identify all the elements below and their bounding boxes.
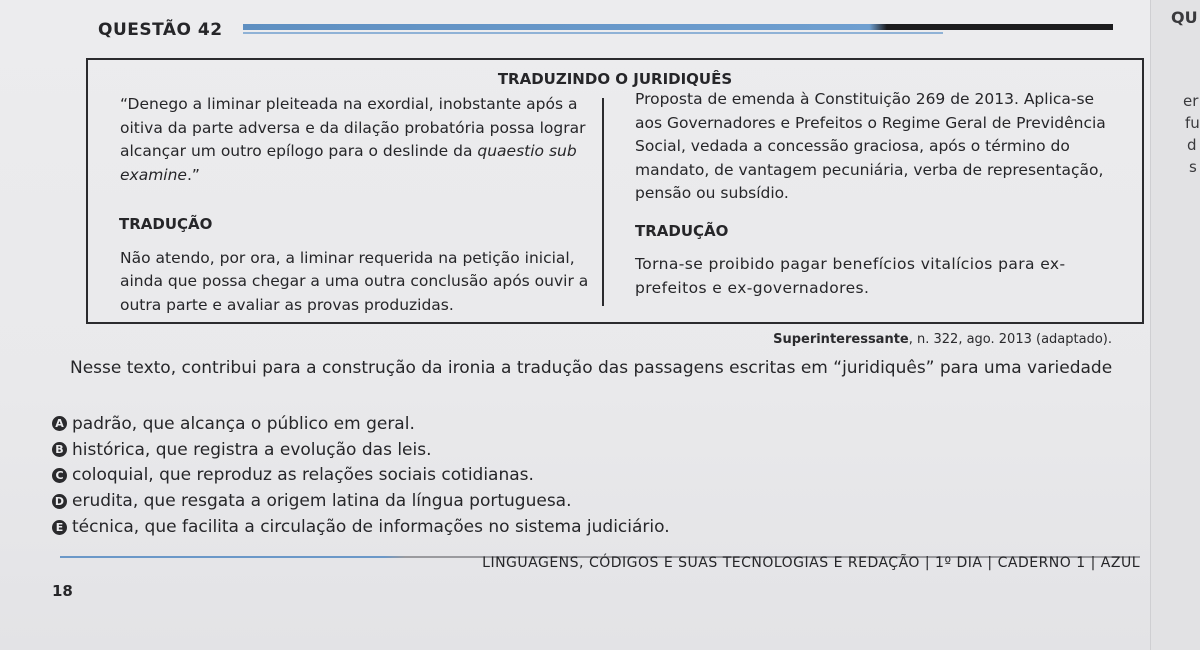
header-rule — [243, 24, 1113, 30]
option-text: técnica, que facilita a circulação de informações no sistema judiciário. — [72, 517, 670, 538]
amendment-text: Proposta de emenda à Constituição 269 de 2013. Aplica-se aos Governadores e Prefeitos o Regime Geral de Previdência Social, vedada a concessão graciosa, após o término do mandato, de vantagem pecuniária, verba de representação, pensão ou subsídio. — [635, 90, 1106, 202]
option-letter-icon: D — [52, 494, 67, 509]
translation-label-right: TRADUÇÃO — [635, 221, 729, 240]
option-d[interactable] — [52, 488, 670, 514]
translation-right: Torna-se proibido pagar benefícios vitalícios para ex-prefeitos e ex-governadores. — [635, 255, 1066, 297]
option-b[interactable] — [52, 437, 670, 463]
option-e[interactable] — [52, 514, 670, 540]
page-number: 18 — [52, 582, 73, 600]
right-column — [635, 88, 1115, 300]
quote-text: “Denego a liminar pleiteada na exordial, inobstante após a oitiva da parte adversa e da dilação probatória possa lograr alcançar um outro epílogo para o deslinde da — [120, 95, 586, 160]
next-page-text-peek: fu — [1185, 114, 1200, 132]
source-details: , n. 322, ago. 2013 (adaptado). — [908, 332, 1112, 347]
left-column — [120, 93, 590, 317]
option-letter-icon: A — [52, 416, 67, 431]
translation-label-left: TRADUÇÃO — [119, 215, 213, 233]
quote-end: .” — [186, 165, 200, 184]
option-letter-icon: E — [52, 520, 67, 535]
header-rule-thin — [243, 32, 943, 34]
option-text: erudita, que resgata a origem latina da língua portuguesa. — [72, 491, 572, 512]
source-name: Superinteressante — [773, 332, 909, 347]
option-a[interactable] — [52, 411, 670, 437]
option-text: padrão, que alcança o público em geral. — [72, 413, 415, 434]
next-page-edge — [1150, 0, 1200, 650]
source-credit — [773, 332, 1112, 347]
translation-left: Não atendo, por ora, a liminar requerida na petição inicial, ainda que possa chegar a uma outra conclusão após ouvir a outra parte e avaliar as provas produzidas. — [120, 248, 589, 314]
next-page-text-peek: d — [1187, 136, 1197, 154]
option-text: histórica, que registra a evolução das leis. — [72, 439, 432, 460]
text-box — [86, 58, 1144, 324]
next-page-text-peek: er — [1183, 92, 1199, 110]
next-page-header-peek: QU — [1171, 8, 1198, 27]
question-label: QUESTÃO 42 — [98, 20, 223, 40]
answer-options — [52, 411, 670, 540]
option-letter-icon: C — [52, 468, 67, 483]
quote-latin-term: quaestio sub examine — [120, 142, 577, 184]
box-title: TRADUZINDO O JURIDIQUÊS — [497, 70, 733, 88]
option-c[interactable] — [52, 463, 670, 489]
legal-quote — [120, 93, 590, 187]
question-stem: Nesse texto, contribui para a construção da ironia a tradução das passagens escritas em “juridiquês” para uma variedade — [70, 358, 1113, 378]
footer-text: LINGUAGENS, CÓDIGOS E SUAS TECNOLOGIAS E REDAÇÃO | 1º DIA | CADERNO 1 | AZUL — [482, 555, 1140, 571]
option-letter-icon: B — [52, 442, 67, 457]
option-text: coloquial, que reproduz as relações sociais cotidianas. — [72, 465, 534, 486]
column-divider — [602, 98, 604, 306]
next-page-text-peek: s — [1189, 158, 1197, 176]
